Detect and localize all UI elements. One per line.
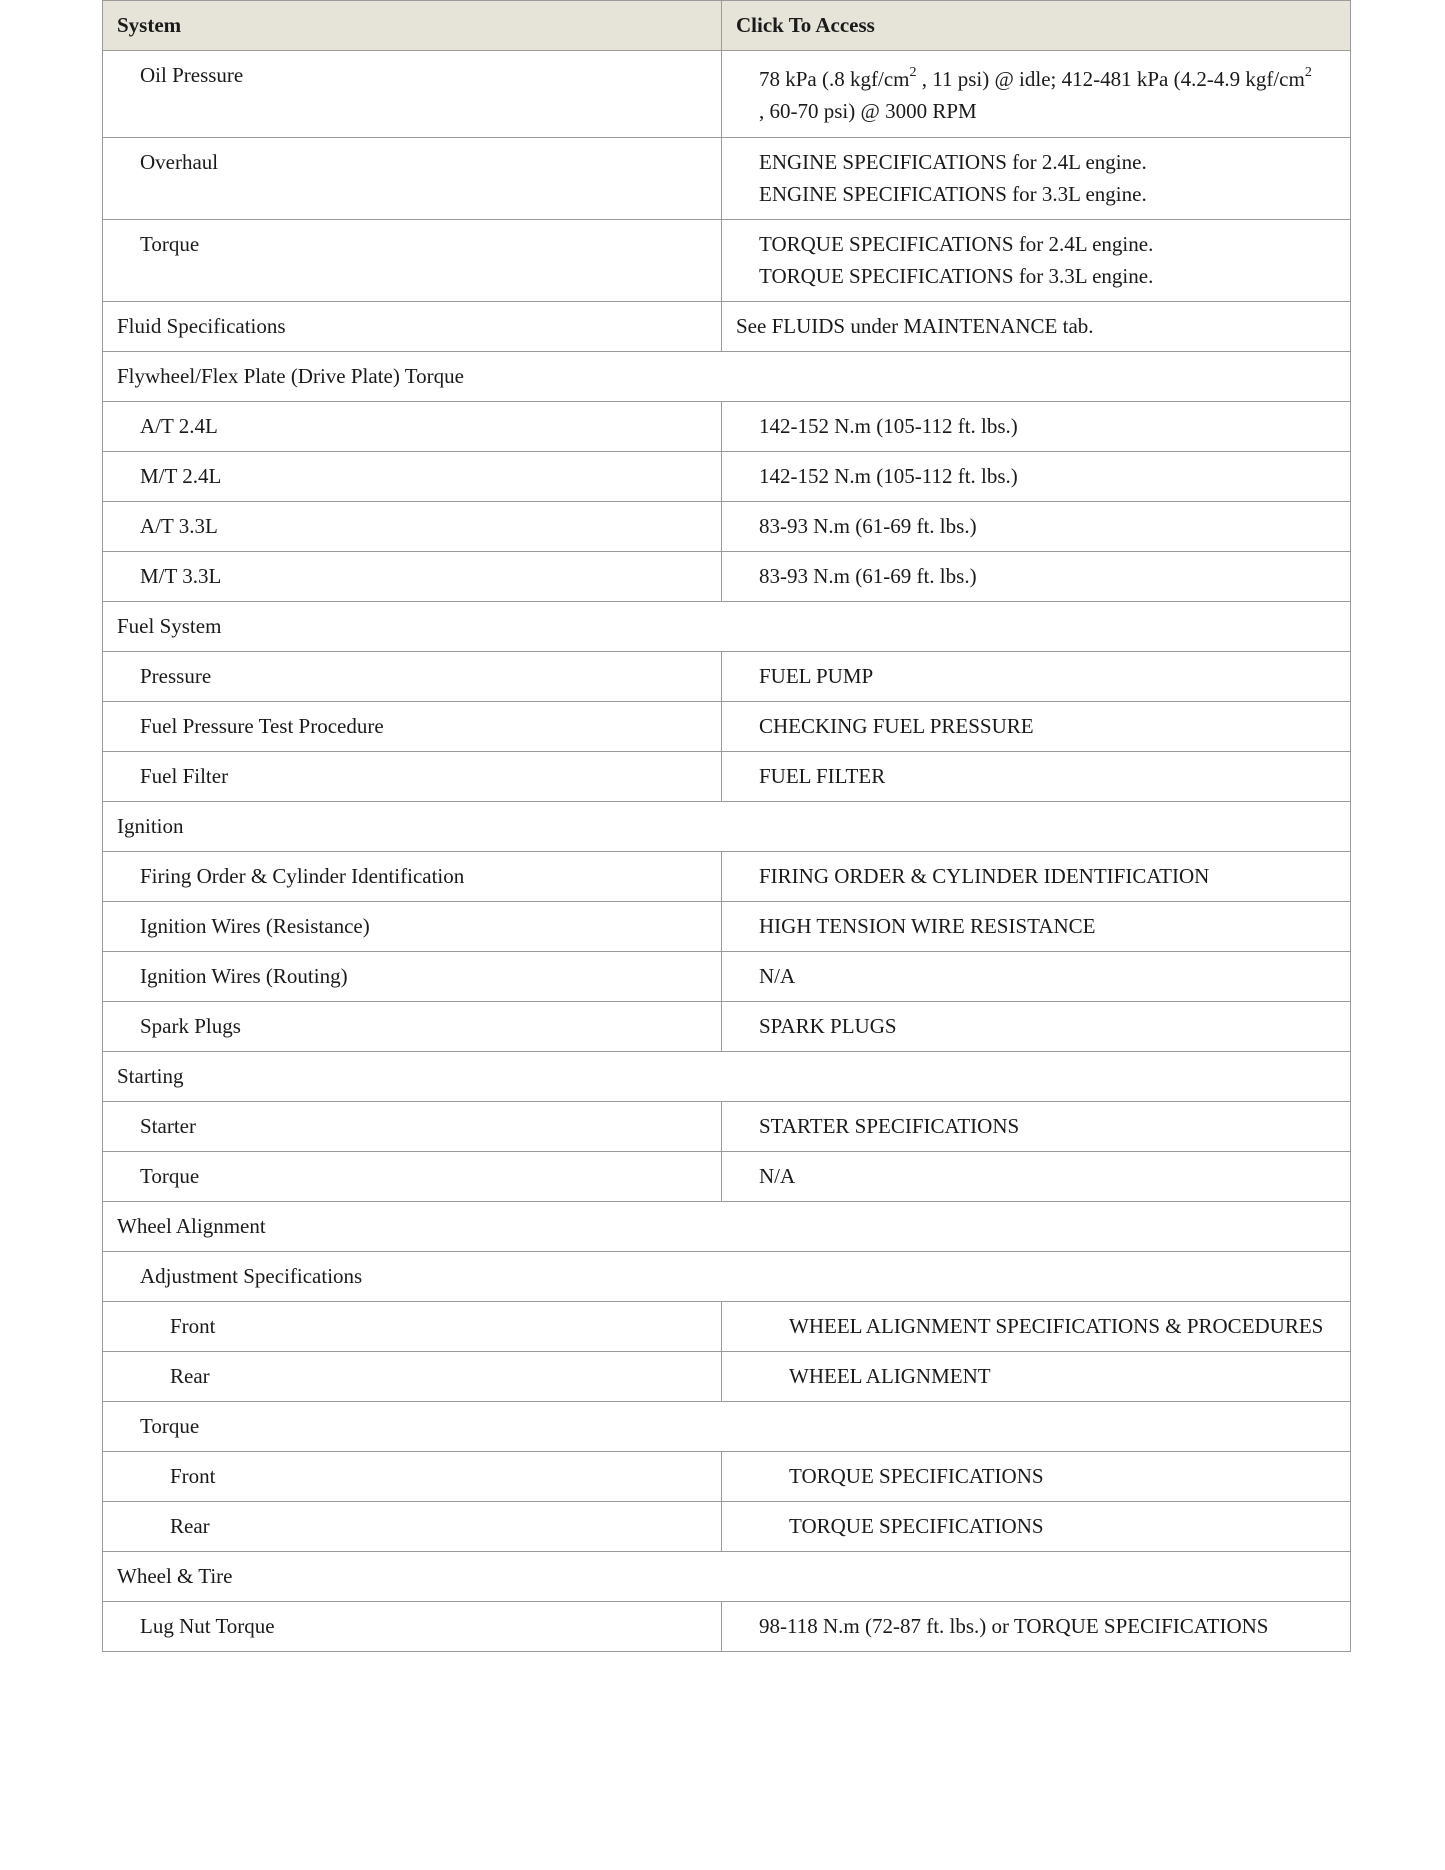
fluid-specifications-value: See FLUIDS under MAINTENANCE tab. [722, 302, 1351, 352]
lug-nut-torque-value[interactable]: 98-118 N.m (72-87 ft. lbs.) or TORQUE SPECIFICATIONS [722, 1602, 1351, 1652]
column-header-system: System [103, 1, 722, 51]
link-checking-fuel-pressure[interactable]: CHECKING FUEL PRESSURE [722, 702, 1351, 752]
row-label: Spark Plugs [103, 1002, 722, 1052]
table-row [103, 1102, 1351, 1152]
row-label: Fuel Filter [103, 752, 722, 802]
link-high-tension-wire-resistance[interactable]: HIGH TENSION WIRE RESISTANCE [722, 902, 1351, 952]
table-row [103, 220, 1351, 302]
section-row-wheel-alignment [103, 1202, 1351, 1252]
section-title-wheel-tire: Wheel & Tire [103, 1552, 1351, 1602]
row-value: N/A [722, 952, 1351, 1002]
row-label: A/T 3.3L [103, 502, 722, 552]
table-row [103, 1352, 1351, 1402]
section-row-flywheel [103, 352, 1351, 402]
column-header-click-to-access: Click To Access [722, 1, 1351, 51]
row-label: Firing Order & Cylinder Identification [103, 852, 722, 902]
section-title-ignition: Ignition [103, 802, 1351, 852]
table-row [103, 51, 1351, 138]
table-row [103, 502, 1351, 552]
link-starter-specifications[interactable]: STARTER SPECIFICATIONS [722, 1102, 1351, 1152]
row-value: 83-93 N.m (61-69 ft. lbs.) [722, 552, 1351, 602]
table-row [103, 402, 1351, 452]
link-fuel-pump[interactable]: FUEL PUMP [722, 652, 1351, 702]
row-label: Torque [103, 1152, 722, 1202]
oil-pressure-value [722, 51, 1351, 138]
row-label: M/T 3.3L [103, 552, 722, 602]
link-torque-spec-2-4l[interactable]: TORQUE SPECIFICATIONS for 2.4L engine. [759, 232, 1154, 256]
subsection-row-torque [103, 1402, 1351, 1452]
link-torque-spec-3-3l[interactable]: TORQUE SPECIFICATIONS for 3.3L engine. [759, 264, 1154, 288]
subsection-title-adjustment: Adjustment Specifications [103, 1252, 1351, 1302]
table-row [103, 302, 1351, 352]
superscript: 2 [1304, 65, 1312, 80]
table-row [103, 1502, 1351, 1552]
table-row [103, 1002, 1351, 1052]
row-label: Fuel Pressure Test Procedure [103, 702, 722, 752]
table-row [103, 138, 1351, 220]
row-value: N/A [722, 1152, 1351, 1202]
row-label: Rear [103, 1352, 722, 1402]
table-row [103, 552, 1351, 602]
section-row-fuel-system [103, 602, 1351, 652]
specifications-table [102, 0, 1351, 1652]
row-label: Starter [103, 1102, 722, 1152]
table-row [103, 1452, 1351, 1502]
table-row [103, 652, 1351, 702]
link-engine-spec-2-4l[interactable]: ENGINE SPECIFICATIONS for 2.4L engine. [759, 150, 1147, 174]
link-torque-specifications[interactable]: TORQUE SPECIFICATIONS [722, 1502, 1351, 1552]
superscript: 2 [909, 65, 917, 80]
table-row [103, 752, 1351, 802]
subsection-row-adjustment [103, 1252, 1351, 1302]
table-row [103, 952, 1351, 1002]
row-label: Ignition Wires (Resistance) [103, 902, 722, 952]
row-label-torque: Torque [103, 220, 722, 302]
oil-pressure-text-2: , 11 psi) @ idle; 412-481 kPa (4.2-4.9 kgf/cm [916, 67, 1305, 91]
table-row [103, 1602, 1351, 1652]
row-label-oil-pressure: Oil Pressure [103, 51, 722, 138]
row-label: Front [103, 1302, 722, 1352]
row-label: A/T 2.4L [103, 402, 722, 452]
section-row-wheel-tire [103, 1552, 1351, 1602]
row-label: Ignition Wires (Routing) [103, 952, 722, 1002]
oil-pressure-text-1: 78 kPa (.8 kgf/cm [759, 67, 910, 91]
row-value: 142-152 N.m (105-112 ft. lbs.) [722, 452, 1351, 502]
table-row [103, 452, 1351, 502]
table-row [103, 702, 1351, 752]
row-label: M/T 2.4L [103, 452, 722, 502]
section-row-starting [103, 1052, 1351, 1102]
row-label: Lug Nut Torque [103, 1602, 722, 1652]
section-title-fuel-system: Fuel System [103, 602, 1351, 652]
table-row [103, 1152, 1351, 1202]
row-label: Pressure [103, 652, 722, 702]
row-value: 83-93 N.m (61-69 ft. lbs.) [722, 502, 1351, 552]
link-wheel-alignment-specs[interactable]: WHEEL ALIGNMENT SPECIFICATIONS & PROCEDURES [722, 1302, 1351, 1352]
row-label: Front [103, 1452, 722, 1502]
row-label: Rear [103, 1502, 722, 1552]
link-torque-specifications[interactable]: TORQUE SPECIFICATIONS [722, 1452, 1351, 1502]
table-row [103, 902, 1351, 952]
table-row [103, 852, 1351, 902]
row-value: 142-152 N.m (105-112 ft. lbs.) [722, 402, 1351, 452]
section-title-wheel-alignment: Wheel Alignment [103, 1202, 1351, 1252]
link-spark-plugs[interactable]: SPARK PLUGS [722, 1002, 1351, 1052]
overhaul-links [722, 138, 1351, 220]
link-firing-order[interactable]: FIRING ORDER & CYLINDER IDENTIFICATION [722, 852, 1351, 902]
torque-links [722, 220, 1351, 302]
table-row [103, 1302, 1351, 1352]
table-header-row [103, 1, 1351, 51]
row-label-fluid-specifications: Fluid Specifications [103, 302, 722, 352]
row-label-overhaul: Overhaul [103, 138, 722, 220]
oil-pressure-text-3: , 60-70 psi) @ 3000 RPM [759, 99, 977, 123]
section-row-ignition [103, 802, 1351, 852]
link-fuel-filter[interactable]: FUEL FILTER [722, 752, 1351, 802]
link-engine-spec-3-3l[interactable]: ENGINE SPECIFICATIONS for 3.3L engine. [759, 182, 1147, 206]
section-title-starting: Starting [103, 1052, 1351, 1102]
section-title-flywheel: Flywheel/Flex Plate (Drive Plate) Torque [103, 352, 1351, 402]
subsection-title-torque: Torque [103, 1402, 1351, 1452]
link-wheel-alignment[interactable]: WHEEL ALIGNMENT [722, 1352, 1351, 1402]
